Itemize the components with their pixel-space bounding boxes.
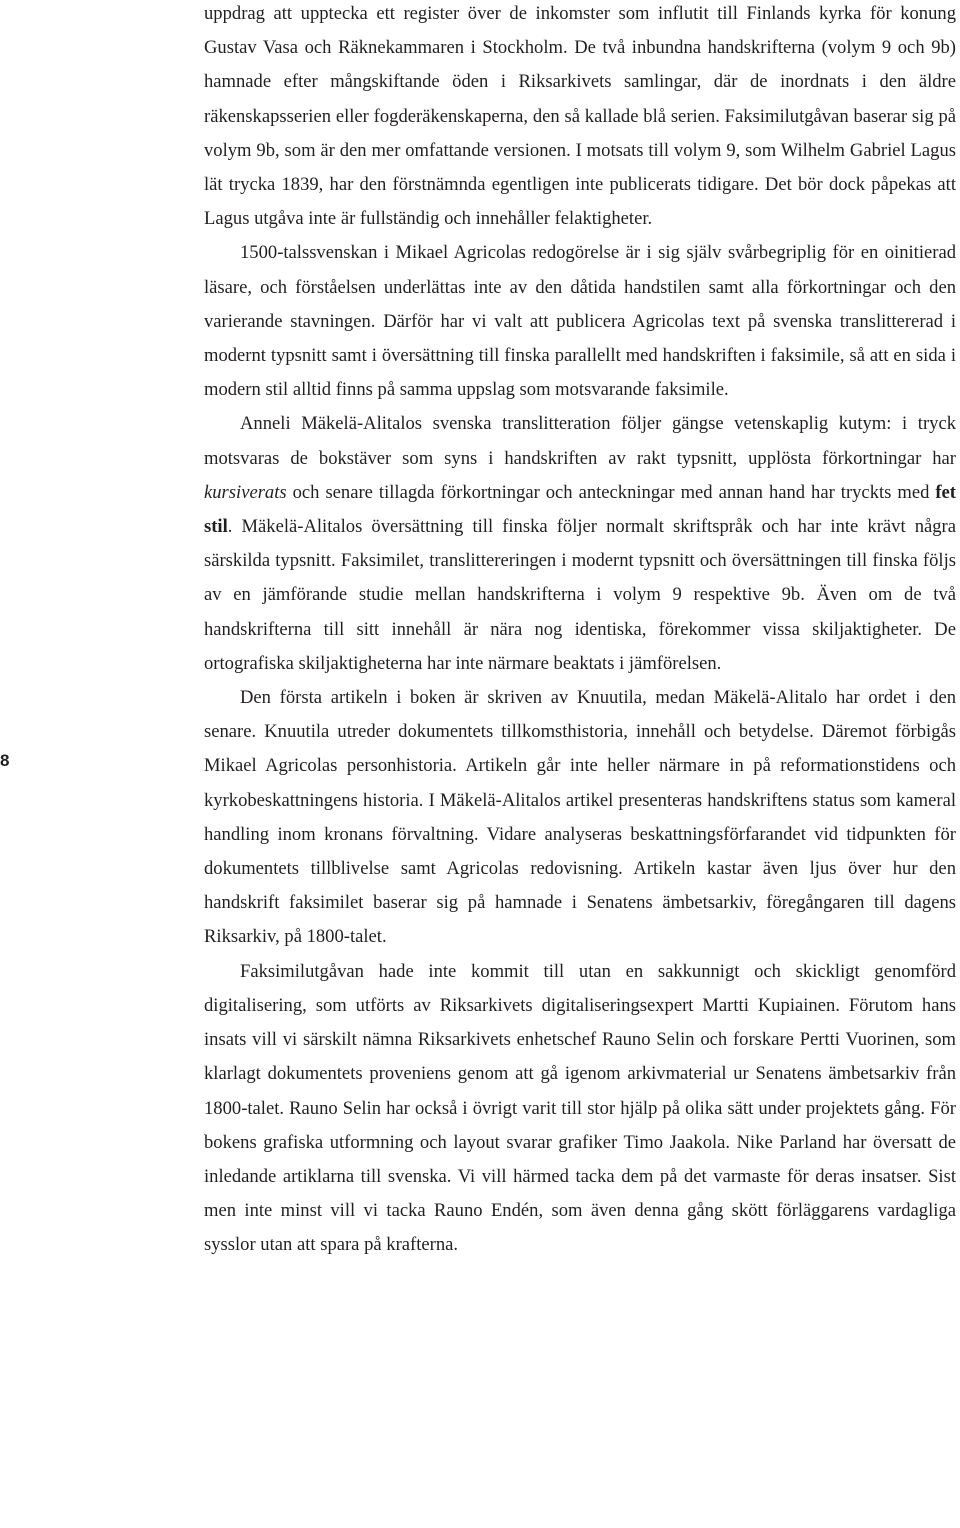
paragraph-3 (204, 407, 956, 681)
paragraph-5: Faksimilutgåvan hade inte kommit till utan en sakkunnigt och skickligt genomförd digitalisering, som utförts av Riksarkivets digitaliseringsexpert Martti Kupiainen. Förutom hans insats vill vi särskilt nämna Riksarkivets enhetschef Rauno Selin och forskare Pertti Vuorinen, som klarlagt dokumentets proveniens genom att gå igenom arkivmaterial ur Senatens ämbetsarkiv från 1800-talet. Rauno Selin har också i övrigt varit till stor hjälp på olika sätt under projektets gång. För bokens grafiska utformning och layout svarar grafiker Timo Jaakola. Nike Parland har översatt de inledande artiklarna till svenska. Vi vill härmed tacka dem på det varmaste för deras insatser. Sist men inte minst vill vi tacka Rauno Endén, som även denna gång skött förläggarens vardagliga sysslor utan att spara på krafterna. (204, 960, 956, 1256)
paragraph-4: Den första artikeln i boken är skriven av Knuutila, medan Mäkelä-Alitalo har ordet i den senare. Knuutila utreder dokumentets tillkomsthistoria, innehåll och betydelse. Däremot förbigås Mikael Agricolas personhistoria. Artikeln går inte heller närmare in på reformationstidens och kyrkobeskattningens historia. I Mäkelä-Alitalos artikel presenteras handskriftens status som kameral handling inom kronans förvaltning. Vidare analyseras beskattningsförfarandet vid tidpunkten för dokumentets tillblivelse samt Agricolas redovisning. Artikeln kastar även ljus över hur den handskrift faksimilet baserar sig på hamnade i Senatens ämbetsarkiv, föregångaren till dagens Riksarkiv, på 1800-talet. (204, 687, 956, 948)
paragraph-3-part-3: . Mäkelä-Alitalos översättning till finska följer normalt skriftspråk och har inte krävt några särskilda typsnitt. Faksimilet, translittereringen i modernt typsnitt och översättningen till finska följs av en jämförande studie mellan handskrifterna i volym 9 respektive 9b. Även om de två handskrifterna till sitt innehåll är nära nog identiska, förekommer vissa skiljaktigheter. De ortografiska skiljaktigheterna har inte närmare beaktats i jämförelsen. (204, 516, 956, 674)
paragraph-3-part-2: och senare tillagda förkortningar och anteckningar med annan hand har tryckts med (286, 481, 936, 503)
paragraph-2: 1500-talssvenskan i Mikael Agricolas redogörelse är i sig själv svårbegriplig för en oinitierad läsare, och förståelsen underlättas inte av den dåtida handstilen samt alla förkortningar och den varierande stavningen. Därför har vi valt att publicera Agricolas text på svenska translittererad i modernt typsnitt samt i översättning till finska parallellt med handskriften i faksimile, så att en sida i modern stil alltid finns på samma uppslag som motsvarande faksimile. (204, 242, 956, 401)
paragraph-1: uppdrag att upptecka ett register över de inkomster som influtit till Finlands kyrka för konung Gustav Vasa och Räknekammaren i Stockholm. De två inbundna handskrifterna (volym 9 och 9b) hamnade efter mångskiftande öden i Riksarkivets samlingar, där de inordnats i den äldre räkenskapsserien eller fogderäkenskaperna, den så kallade blå serien. Faksimilutgåvan baserar sig på volym 9b, som är den mer omfattande versionen. I motsats till volym 9, som Wilhelm Gabriel Lagus lät trycka 1839, har den förstnämnda egentligen inte publicerats tidigare. Det bör dock påpekas att Lagus utgåva inte är fullständig och innehåller felaktigheter. (204, 3, 956, 230)
body-text (204, 0, 956, 1263)
paragraph-3-part-1: Anneli Mäkelä-Alitalos svenska translitteration följer gängse vetenskaplig kutym: i tryck motsvaras de bokstäver som syns i handskriften av rakt typsnitt, upplösta förkortningar har (204, 413, 956, 469)
paragraph-3-bold-term: fet stil (204, 481, 956, 538)
paragraph-3-italic-term: kursiverats (204, 481, 287, 503)
page-number: 8 (0, 751, 10, 770)
